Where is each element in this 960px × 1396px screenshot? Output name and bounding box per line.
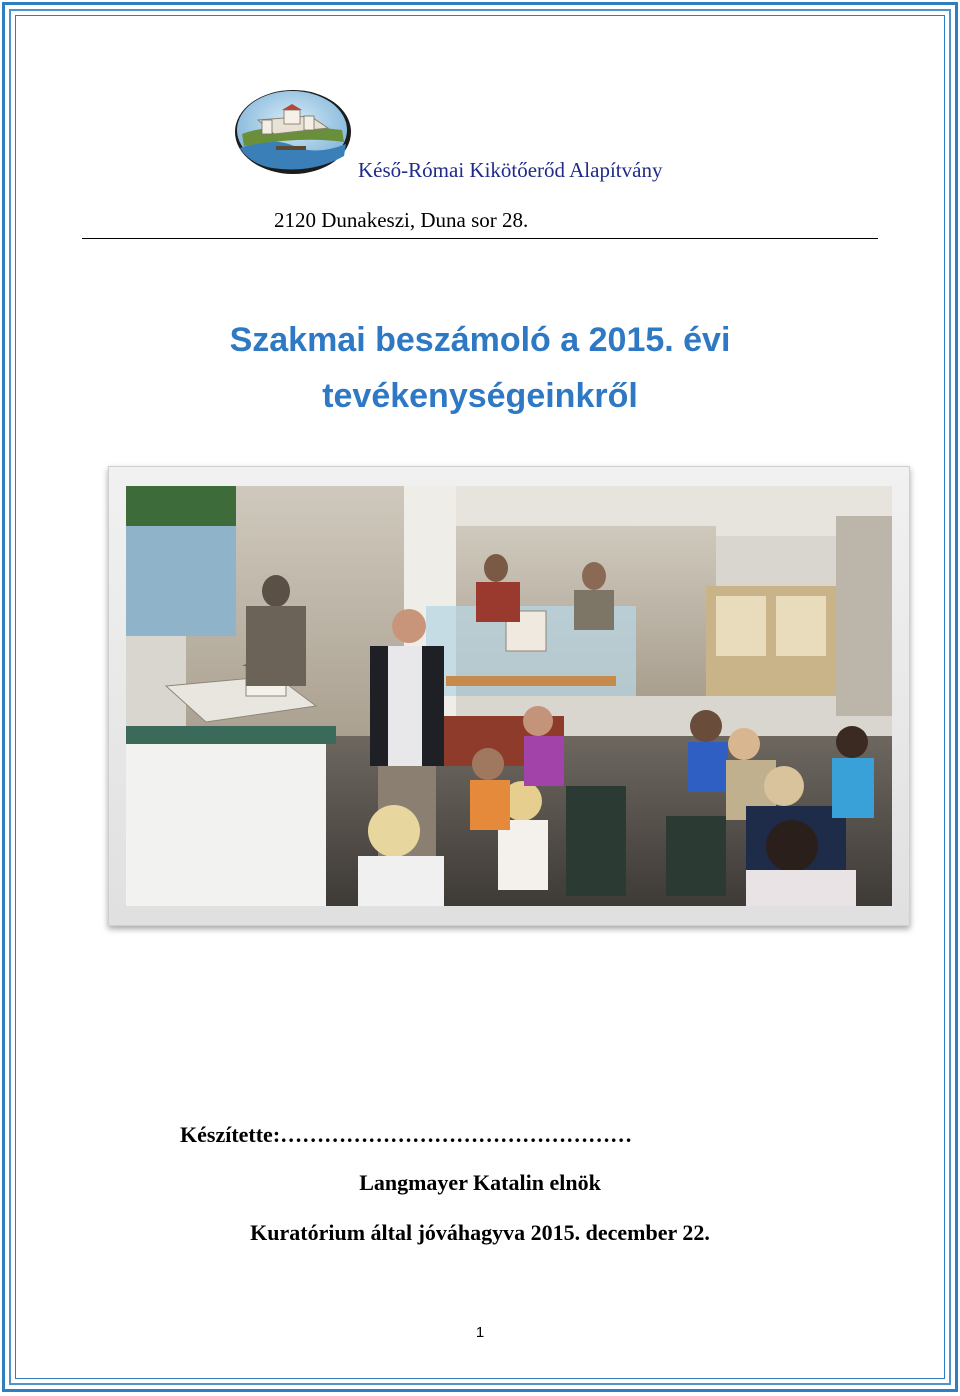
museum-photo-icon <box>126 486 892 906</box>
organization-address: 2120 Dunakeszi, Duna sor 28. <box>274 208 529 232</box>
document-title <box>90 312 870 424</box>
approval-note: Kuratórium által jóváhagyva 2015. december 22. <box>250 1220 710 1245</box>
prepared-by: Készítette:………………………………………… <box>180 1122 633 1147</box>
author-name: Langmayer Katalin elnök <box>359 1170 601 1195</box>
document-title-line-2: tevékenységeinkről <box>322 377 638 415</box>
header-divider <box>82 238 878 239</box>
organization-name: Késő-Római Kikötőerőd Alapítvány <box>358 158 663 182</box>
page-number: 1 <box>475 1324 485 1341</box>
fort-logo-icon <box>232 86 354 176</box>
document-title-line-1: Szakmai beszámoló a 2015. évi <box>229 321 731 359</box>
